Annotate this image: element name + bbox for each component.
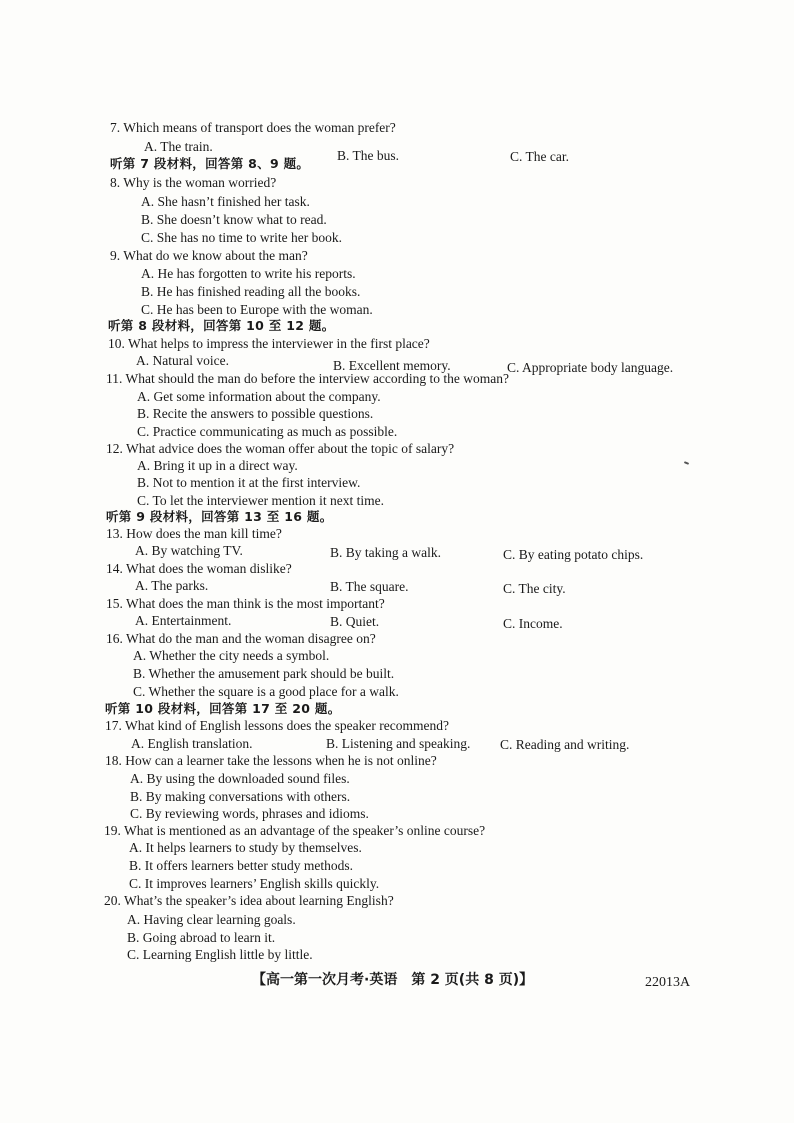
question-9-option-a: A. He has forgotten to write his reports. [141, 266, 356, 281]
question-15-stem: 15. What does the man think is the most important? [106, 596, 385, 611]
question-7-option-b: B. The bus. [337, 148, 400, 163]
question-17-option-c: C. Reading and writing. [500, 737, 630, 752]
question-15-option-c: C. Income. [503, 616, 563, 631]
question-16-option-c: C. Whether the square is a good place for a walk. [133, 684, 399, 699]
question-12-option-c: C. To let the interviewer mention it next time. [137, 493, 385, 508]
question-7-stem: 7. Which means of transport does the woman prefer? [110, 120, 396, 135]
question-9-option-c: C. He has been to Europe with the woman. [141, 302, 373, 317]
question-16-option-a: A. Whether the city needs a symbol. [133, 648, 330, 663]
question-17-option-a: A. English translation. [131, 736, 253, 751]
question-20-option-c: C. Learning English little by little. [127, 947, 313, 962]
question-12-stem: 12. What advice does the woman offer about the topic of salary? [106, 441, 455, 456]
question-8-option-b: B. She doesn’t know what to read. [141, 212, 327, 227]
question-14-stem: 14. What does the woman dislike? [106, 561, 292, 576]
question-12-option-a: A. Bring it up in a direct way. [137, 458, 298, 473]
question-20-option-b: B. Going abroad to learn it. [127, 930, 276, 945]
section-heading-9: 听第 9 段材料，回答第 13 至 16 题。 [106, 509, 333, 524]
question-15-option-b: B. Quiet. [330, 614, 380, 629]
question-13-option-a: A. By watching TV. [135, 543, 243, 558]
question-9-stem: 9. What do we know about the man? [110, 248, 308, 263]
question-19-option-b: B. It offers learners better study methods. [129, 858, 353, 873]
question-16-stem: 16. What do the man and the woman disagree on? [106, 631, 376, 646]
section-heading-10: 听第 10 段材料，回答第 17 至 20 题。 [105, 701, 341, 716]
question-14-option-c: C. The city. [503, 581, 566, 596]
question-17-option-b: B. Listening and speaking. [326, 736, 471, 751]
question-11-option-a: A. Get some information about the company. [137, 389, 381, 404]
question-8-option-c: C. She has no time to write her book. [141, 230, 342, 245]
question-16-option-b: B. Whether the amusement park should be built. [133, 666, 395, 681]
question-11-option-c: C. Practice communicating as much as possible. [137, 424, 398, 439]
question-20-option-a: A. Having clear learning goals. [127, 912, 296, 927]
question-8-stem: 8. Why is the woman worried? [110, 175, 277, 190]
question-9-option-b: B. He has finished reading all the books. [141, 284, 361, 299]
question-7-option-c: C. The car. [510, 149, 569, 164]
page-footer-title: 【高一第一次月考·英语 第 2 页(共 8 页)】 [252, 972, 534, 988]
question-19-stem: 19. What is mentioned as an advantage of the speaker’s online course? [104, 823, 486, 838]
question-19-option-c: C. It improves learners’ English skills quickly. [129, 876, 380, 891]
question-10-option-b: B. Excellent memory. [333, 358, 451, 373]
question-18-option-a: A. By using the downloaded sound files. [130, 771, 350, 786]
question-13-stem: 13. How does the man kill time? [106, 526, 282, 541]
question-18-stem: 18. How can a learner take the lessons when he is not online? [105, 753, 437, 768]
question-8-option-a: A. She hasn’t finished her task. [141, 194, 310, 209]
question-13-option-b: B. By taking a walk. [330, 545, 441, 560]
scan-speck [684, 461, 689, 465]
page-code: 22013A [645, 975, 691, 990]
question-10-stem: 10. What helps to impress the interviewer in the first place? [108, 336, 430, 351]
question-14-option-a: A. The parks. [135, 578, 209, 593]
question-14-option-b: B. The square. [330, 579, 409, 594]
question-10-option-c: C. Appropriate body language. [507, 360, 674, 375]
question-19-option-a: A. It helps learners to study by themselves. [129, 840, 362, 855]
question-15-option-a: A. Entertainment. [135, 613, 232, 628]
question-13-option-c: C. By eating potato chips. [503, 547, 644, 562]
question-18-option-b: B. By making conversations with others. [130, 789, 351, 804]
section-heading-8: 听第 8 段材料，回答第 10 至 12 题。 [108, 318, 335, 333]
question-18-option-c: C. By reviewing words, phrases and idioms. [130, 806, 369, 821]
question-20-stem: 20. What’s the speaker’s idea about learning English? [104, 893, 394, 908]
question-11-option-b: B. Recite the answers to possible questions. [137, 406, 374, 421]
section-heading-7: 听第 7 段材料，回答第 8、9 题。 [110, 156, 310, 171]
question-12-option-b: B. Not to mention it at the first interview. [137, 475, 361, 490]
question-11-stem: 11. What should the man do before the interview according to the woman? [106, 371, 510, 386]
question-7-option-a: A. The train. [144, 139, 213, 154]
question-10-option-a: A. Natural voice. [136, 353, 229, 368]
question-17-stem: 17. What kind of English lessons does the speaker recommend? [105, 718, 449, 733]
